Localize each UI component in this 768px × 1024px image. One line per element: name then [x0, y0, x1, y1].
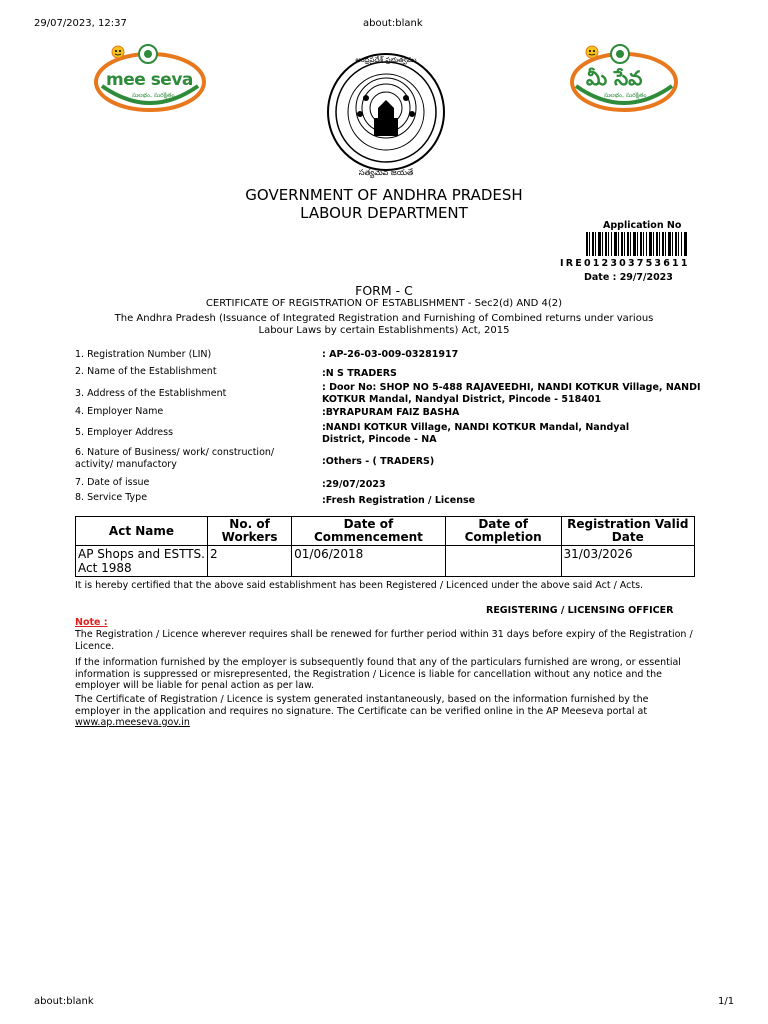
acts-table-header-row — [76, 517, 695, 546]
cell-completion — [445, 546, 561, 577]
print-page-title: about:blank — [363, 18, 423, 29]
cell-valid-date: 31/03/2026 — [561, 546, 694, 577]
field-value-service-type: :Fresh Registration / License — [322, 495, 476, 506]
meeseva-logo-right — [568, 42, 680, 114]
meeseva-logo-subtext: సులభం, సురక్షితం — [132, 92, 175, 99]
note-paragraph-1: The Registration / Licence wherever requires shall be renewed for further period within 31 days before expiry of the Registration / Licence. — [75, 629, 693, 652]
field-label-employer-name: 4. Employer Name — [75, 406, 164, 417]
officer-label: REGISTERING / LICENSING OFFICER — [486, 605, 674, 616]
field-label-nature-business: 6. Nature of Business/ work/ construction/ activity/ manufactory — [75, 447, 275, 470]
col-completion: Date of Completion — [445, 517, 561, 546]
seal-top-text: ఆంధ్రప్రదేశ్ ప్రభుత్వము — [355, 56, 417, 64]
seal-motto: సత్యమేవ జయతే — [358, 168, 414, 177]
print-footer-url: about:blank — [34, 996, 94, 1007]
field-value-lin: : AP-26-03-009-03281917 — [322, 349, 459, 360]
certification-text: It is hereby certified that the above said establishment has been Registered / Licenced under the above said Act / Acts. — [75, 580, 644, 591]
ap-state-seal — [320, 52, 452, 180]
meeseva-logo-left — [92, 42, 208, 114]
field-label-establishment: 2. Name of the Establishment — [75, 366, 217, 377]
barcode — [586, 232, 688, 256]
field-value-nature-business: :Others - ( TRADERS) — [322, 456, 435, 467]
gov-title: GOVERNMENT OF ANDHRA PRADESH — [245, 186, 523, 204]
field-value-address: : Door No: SHOP NO 5-488 RAJAVEEDHI, NANDI KOTKUR Village, NANDI KOTKUR Mandal, Nandyal District, Pincode - 518401 — [322, 382, 701, 405]
field-value-establishment: :N S TRADERS — [322, 368, 397, 379]
barcode-icon — [586, 232, 688, 256]
field-label-lin: 1. Registration Number (LIN) — [75, 349, 212, 360]
application-no-label: Application No — [603, 220, 682, 231]
form-subtitle: CERTIFICATE OF REGISTRATION OF ESTABLISHMENT - Sec2(d) AND 4(2) — [205, 298, 563, 309]
field-label-employer-address: 5. Employer Address — [75, 427, 174, 438]
note-paragraph-3: The Certificate of Registration / Licence is system generated instantaneously, based on the information furnished by the employer in the application and requires no signature. The Certificate can be verified online in the AP Meeseva portal at — [75, 694, 649, 717]
field-label-address: 3. Address of the Establishment — [75, 388, 227, 399]
meeseva-logo-text: mee seva — [106, 70, 193, 90]
cell-commencement: 01/06/2018 — [292, 546, 446, 577]
field-value-date-of-issue: :29/07/2023 — [322, 479, 386, 490]
note-paragraph-2: If the information furnished by the employer is subsequently found that any of the particulars furnished are wrong, or essential information is suppressed or misrepresented, the Registration / Licence is liable for cancellation without any notice and the employer will be liable for penal action as per law. — [75, 657, 681, 691]
meeseva-telugu-subtext: సులభం, సురక్షితం — [604, 92, 647, 99]
act-line-1: The Andhra Pradesh (Issuance of Integrated Registration and Furnishing of Combined returns under various — [114, 313, 654, 324]
print-datetime: 29/07/2023, 12:37 — [34, 18, 127, 29]
print-page-count: 1/1 — [718, 996, 735, 1007]
field-label-date-of-issue: 7. Date of issue — [75, 477, 150, 488]
table-row — [76, 546, 695, 577]
form-title: FORM - C — [355, 283, 413, 298]
field-label-service-type: 8. Service Type — [75, 492, 148, 503]
state-emblem-icon — [320, 52, 452, 180]
issue-date-header: Date : 29/7/2023 — [584, 272, 673, 283]
meeseva-telugu-text: మీ సేవ — [586, 66, 643, 90]
meeseva-portal-link[interactable]: www.ap.meeseva.gov.in — [75, 717, 190, 728]
cell-workers: 2 — [207, 546, 291, 577]
col-commencement: Date of Commencement — [292, 517, 446, 546]
acts-table — [75, 516, 695, 577]
field-value-employer-name: :BYRAPURAM FAIZ BASHA — [322, 407, 460, 418]
act-line-2: Labour Laws by certain Establishments) Act, 2015 — [258, 325, 510, 336]
note-heading: Note : — [75, 617, 108, 628]
col-valid-date: Registration Valid Date — [561, 517, 694, 546]
dept-title: LABOUR DEPARTMENT — [300, 204, 468, 222]
cell-act-name: AP Shops and ESTTS. Act 1988 — [76, 546, 208, 577]
application-no-value: IRE012303753611 — [560, 258, 690, 269]
col-act-name: Act Name — [76, 517, 208, 546]
col-workers: No. of Workers — [207, 517, 291, 546]
field-value-employer-address: :NANDI KOTKUR Village, NANDI KOTKUR Mandal, Nandyal District, Pincode - NA — [322, 422, 630, 445]
